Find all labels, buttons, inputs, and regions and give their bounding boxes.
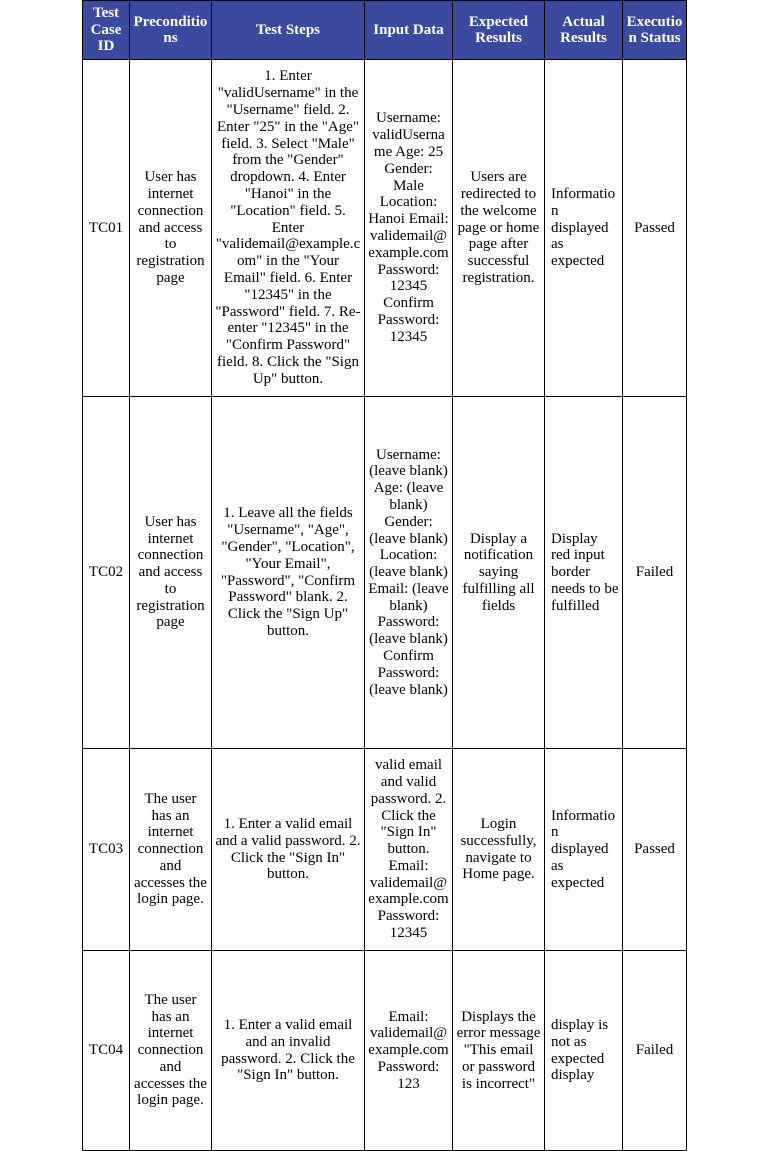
cell-expected-results: Users are redirected to the welcome page or home page after successful registration. [453, 60, 545, 397]
header-execution-status: Execution Status [623, 1, 687, 60]
cell-input-data: Email: validemail@example.com Password: 123 [365, 951, 453, 1151]
cell-expected-results: Displays the error message "This email or password is incorrect" [453, 951, 545, 1151]
cell-precondition: The user has an internet connection and accesses the login page. [130, 749, 212, 951]
header-test-steps: Test Steps [212, 1, 365, 60]
cell-execution-status: Passed [623, 749, 687, 951]
table-row [83, 749, 687, 951]
cell-actual-results: Information displayed as expected [545, 60, 623, 397]
cell-test-steps: 1. Enter a valid email and a valid password. 2. Click the "Sign In" button. [212, 749, 365, 951]
cell-execution-status: Passed [623, 60, 687, 397]
cell-input-data: Username: (leave blank) Age: (leave blank) Gender: (leave blank) Location: (leave blank) Email: (leave blank) Password: (leave blank) Confirm Password: (leave blank) [365, 397, 453, 749]
cell-precondition: The user has an internet connection and accesses the login page. [130, 951, 212, 1151]
header-test-case-id: Test Case ID [83, 1, 130, 60]
cell-test-case-id: TC02 [83, 397, 130, 749]
cell-input-data: valid email and valid password. 2. Click the "Sign In" button. Email: validemail@example.com Password: 12345 [365, 749, 453, 951]
table-row [83, 60, 687, 397]
table-row [83, 397, 687, 749]
cell-precondition: User has internet connection and access to registration page [130, 60, 212, 397]
table-row [83, 951, 687, 1151]
header-preconditions: Preconditions [130, 1, 212, 60]
cell-execution-status: Failed [623, 397, 687, 749]
cell-test-steps: 1. Enter "validUsername" in the "Username" field. 2. Enter "25" in the "Age" field. 3. Select "Male" from the "Gender" dropdown. 4. Enter "Hanoi" in the "Location" field. 5. Enter "validemail@example.com" in the "Your Email" field. 6. Enter "12345" in the "Password" field. 7. Re-enter "12345" in the "Confirm Password" field. 8. Click the "Sign Up" button. [212, 60, 365, 397]
header-input-data: Input Data [365, 1, 453, 60]
cell-expected-results: Login successfully, navigate to Home page. [453, 749, 545, 951]
cell-input-data: Username: validUsername Age: 25 Gender: Male Location: Hanoi Email: validemail@example.com Password: 12345 Confirm Password: 12345 [365, 60, 453, 397]
header-actual-results: Actual Results [545, 1, 623, 60]
cell-precondition: User has internet connection and access to registration page [130, 397, 212, 749]
cell-test-case-id: TC04 [83, 951, 130, 1151]
header-expected-results: Expected Results [453, 1, 545, 60]
cell-test-case-id: TC03 [83, 749, 130, 951]
cell-expected-results: Display a notification saying fulfilling all fields [453, 397, 545, 749]
cell-test-case-id: TC01 [83, 60, 130, 397]
table-header-row [83, 1, 687, 60]
cell-actual-results: display is not as expected display [545, 951, 623, 1151]
cell-test-steps: 1. Enter a valid email and an invalid password. 2. Click the "Sign In" button. [212, 951, 365, 1151]
cell-execution-status: Failed [623, 951, 687, 1151]
cell-test-steps: 1. Leave all the fields "Username", "Age", "Gender", "Location", "Your Email", "Password", "Confirm Password" blank. 2. Click the "Sign Up" button. [212, 397, 365, 749]
cell-actual-results: Information displayed as expected [545, 749, 623, 951]
test-case-table [82, 0, 687, 1151]
cell-actual-results: Display red input border needs to be fulfilled [545, 397, 623, 749]
